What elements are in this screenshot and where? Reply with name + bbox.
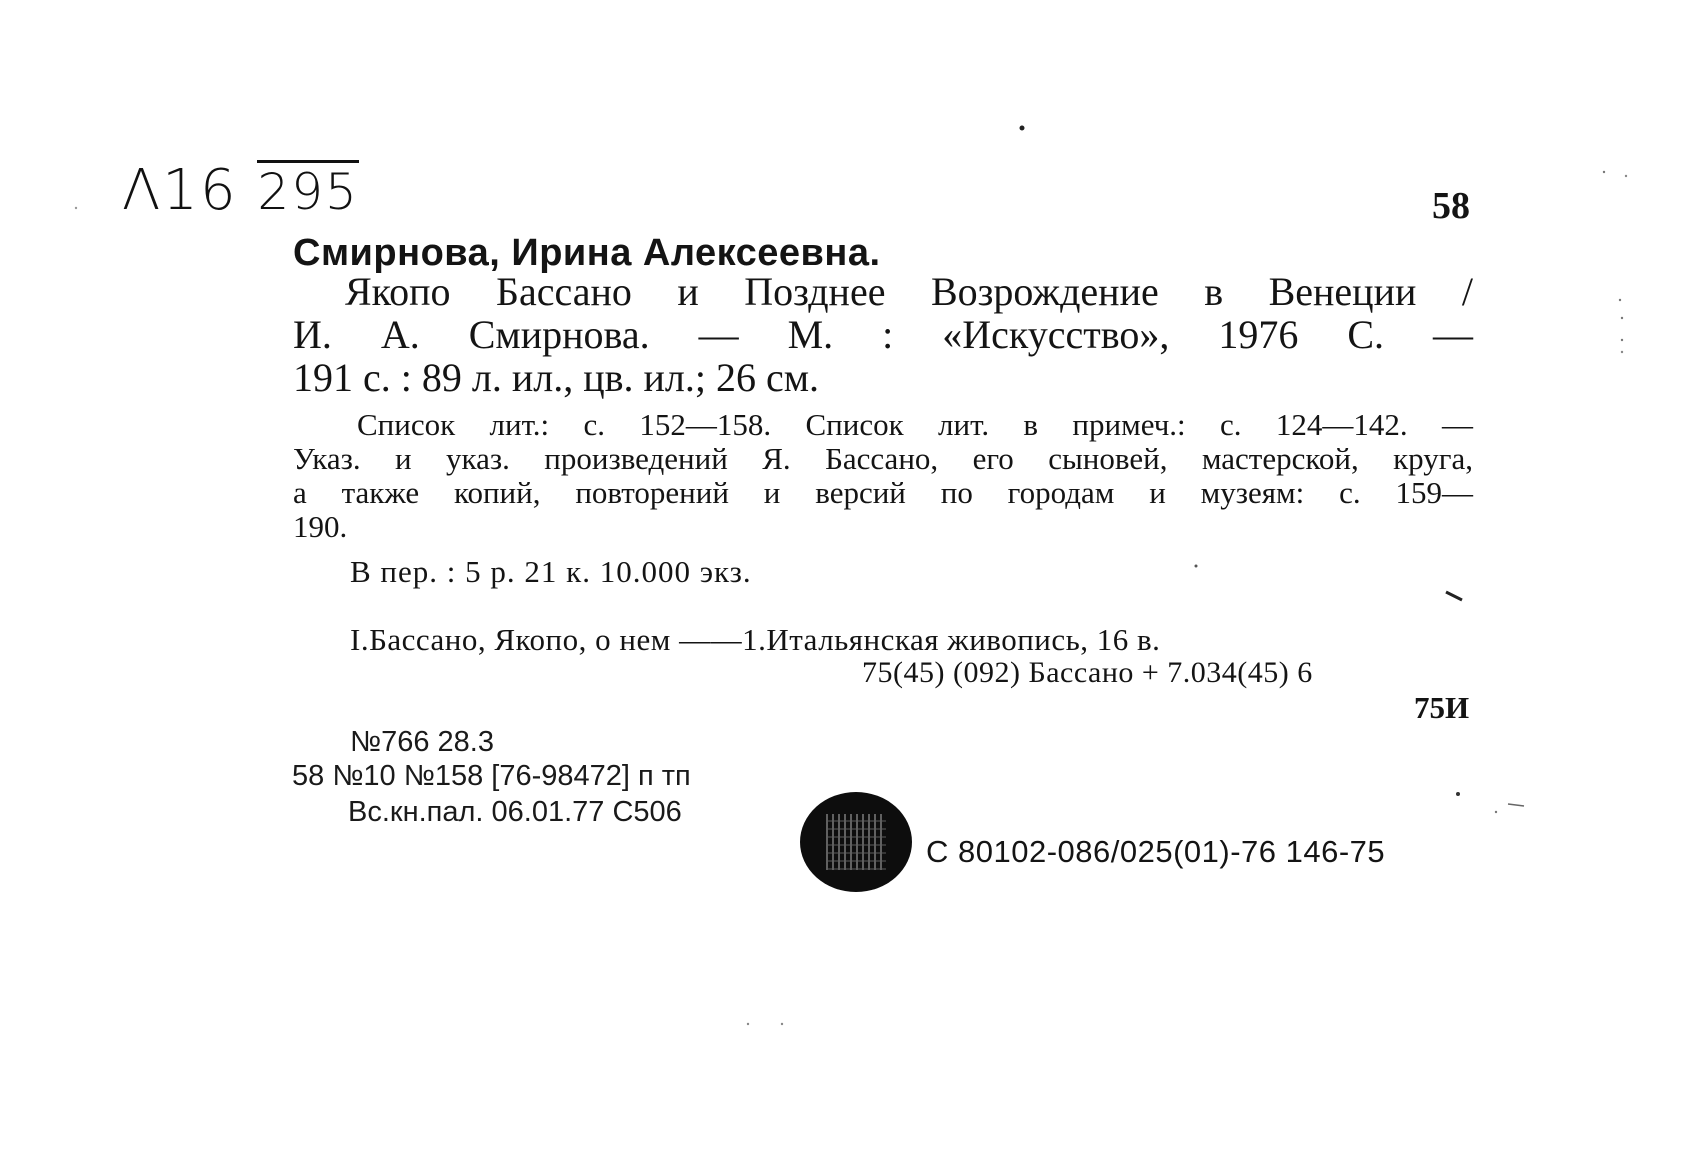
notes-line: а также копий, повторений и версий по городам и музеям: с. 159— xyxy=(293,475,1473,510)
author-heading: Смирнова, Ирина Алексеевна. xyxy=(293,232,881,274)
notes-line: Указ. и указ. произведений Я. Бассано, его сыновей, мастерской, круга, xyxy=(293,441,1473,476)
notes-line: 190. xyxy=(293,509,348,544)
subject-headings: I.Бассано, Якопо, о нем ——1.Итальянская живопись, 16 в. xyxy=(350,622,1161,657)
shelfmark-prefix: Λ16 xyxy=(122,158,238,223)
price-line: В пер. : 5 р. 21 к. 10.000 экз. xyxy=(350,554,752,589)
title-line: Якопо Бассано и Позднее Возрождение в Венеции / xyxy=(345,269,1473,314)
author-mark: 75И xyxy=(1414,690,1470,725)
notes-line: Список лит.: с. 152—158. Список лит. в примеч.: с. 124—142. — xyxy=(357,407,1473,442)
title-line: 191 с. : 89 л. ил., цв. ил.; 26 см. xyxy=(293,355,820,400)
catalog-code: С 80102-086/025(01)-76 146-75 xyxy=(926,834,1386,869)
stamp-line: 58 №10 №158 [76-98472] п тп xyxy=(292,760,691,792)
stamp-line: Вс.кн.пал. 06.01.77 С506 xyxy=(348,796,682,828)
title-line: И. А. Смирнова. — М. : «Искусство», 1976 С. — xyxy=(293,312,1473,357)
card-number: 58 xyxy=(1432,185,1470,227)
classification-index: 75(45) (092) Бассано + 7.034(45) 6 xyxy=(862,656,1313,689)
shelfmark-number: 295 xyxy=(257,160,358,221)
stamp-line: №766 28.3 xyxy=(350,726,494,758)
